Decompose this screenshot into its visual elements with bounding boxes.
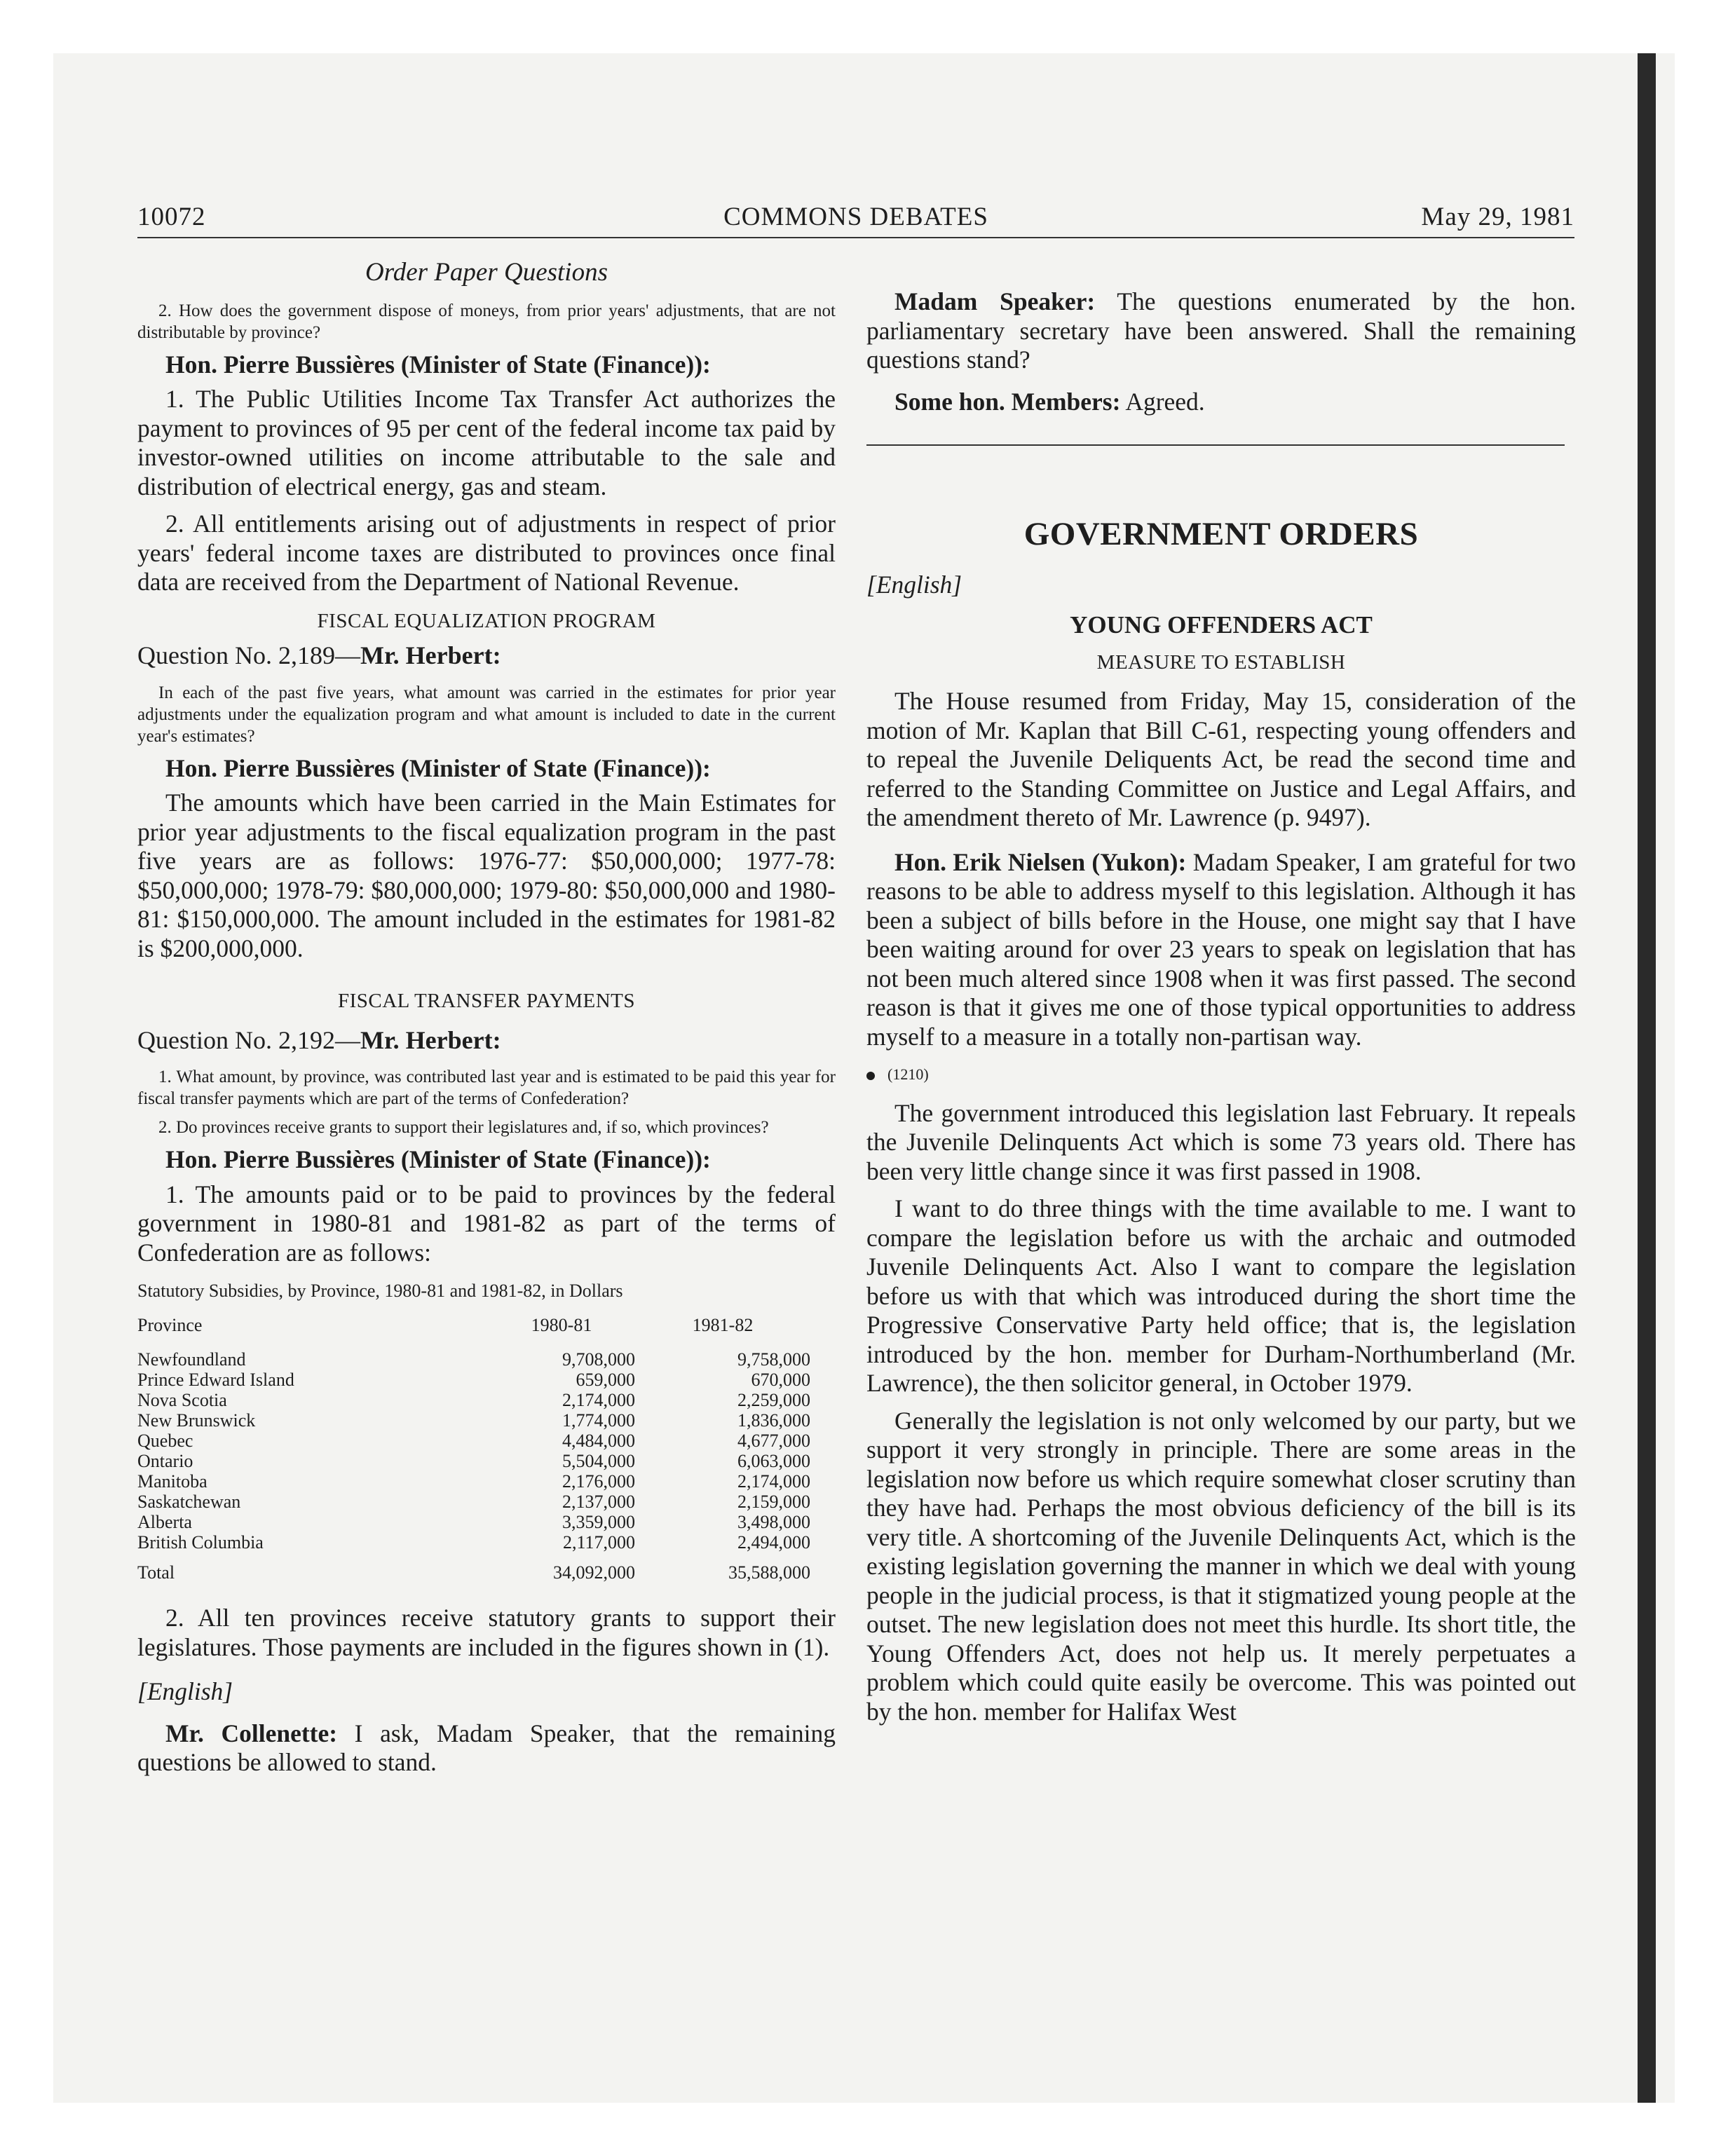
province-cell: Prince Edward Island: [137, 1370, 294, 1390]
table-row: [137, 1349, 810, 1370]
province-cell: Manitoba: [137, 1471, 207, 1492]
column-header: 1980-81: [531, 1315, 592, 1335]
question-member: Mr. Herbert:: [360, 641, 501, 669]
total-label: Total: [137, 1562, 175, 1583]
province-cell: Newfoundland: [137, 1349, 246, 1370]
answer-paragraph: 2. All entitlements arising out of adjustments in respect of prior years' federal income taxes are distributed to provinces once final data are received from the Department of National Revenue.: [137, 510, 836, 596]
right-column: [866, 254, 1576, 1735]
province-cell: Quebec: [137, 1431, 193, 1451]
table-header-row: [137, 1315, 810, 1349]
total-1980-81: 34,092,000: [553, 1562, 635, 1583]
table-total-row: [137, 1553, 810, 1583]
time-marker: [866, 1060, 1576, 1089]
amount-1980-81-cell: 4,484,000: [562, 1431, 635, 1451]
amount-1981-82-cell: 2,494,000: [737, 1532, 810, 1553]
amount-1981-82-cell: 1,836,000: [737, 1410, 810, 1431]
table-row: [137, 1451, 810, 1471]
government-orders-heading: GOVERNMENT ORDERS: [1023, 516, 1419, 552]
speaker-name: Hon. Erik Nielsen (Yukon):: [894, 847, 1187, 876]
header-rule: [137, 237, 1574, 238]
question-text: 1. What amount, by province, was contributed last year and is estimated to be paid this year for fiscal transfer payments which are part of the terms of Confederation?: [137, 1067, 836, 1108]
amount-1981-82-cell: 670,000: [751, 1370, 810, 1390]
table-row: [137, 1471, 810, 1492]
table-row: [137, 1370, 810, 1390]
table-row: [137, 1390, 810, 1410]
province-cell: Alberta: [137, 1512, 192, 1532]
act-subtitle: MEASURE TO ESTABLISH: [1096, 650, 1346, 674]
province-cell: Saskatchewan: [137, 1492, 241, 1512]
question-text: 2. How does the government dispose of moneys, from prior years' adjustments, that are not distributable by province?: [137, 301, 836, 342]
speech-paragraph: Generally the legislation is not only welcomed by our party, but we support it very strongly in principle. There are some areas in the legislation now before us which require somewhat closer scrutiny than they have had. Perhaps the most obvious deficiency of the bill is its very title. A shortcoming of the Juvenile Delinquents Act, which is the existing legislation governing the manner in which we deal with young people in the judicial process, is that it stigmatized young people at the outset. The new legislation does not meet this hurdle. Its short title, the Young Offenders Act, does not help us. It merely perpetuates a problem which could quite easily be overcome. This was pointed out by the hon. member for Halifax West: [866, 1406, 1576, 1726]
question-text: In each of the past five years, what amount was carried in the estimates for prior year adjustments under the equalization program and what amount is included to date in the current year's estimates?: [137, 683, 836, 746]
amount-1980-81-cell: 2,176,000: [562, 1471, 635, 1492]
speech-text: I ask, Madam Speaker, that the remaining questions be allowed to stand.: [137, 1719, 836, 1776]
question-label: Question No. 2,189—: [137, 641, 360, 669]
speech-text: Madam Speaker, I am grateful for two reasons to be able to address myself to this legislation. Although it has been a subject of bills before in the House, one might say that I have been waiting around for over 23 years to speak on legislation that has not been much altered since 1908 when it was first passed. The second reason is that it gives me one of those typical opportunities to address myself to a measure in a totally non-partisan way.: [866, 847, 1576, 1051]
province-cell: Ontario: [137, 1451, 193, 1471]
speaker-name: Mr. Collenette:: [165, 1719, 338, 1747]
column-header: Province: [137, 1315, 203, 1335]
answer-paragraph: 1. The Public Utilities Income Tax Transfer Act authorizes the payment to provinces of 95 per cent of the federal income tax paid by investor-owned utilities on income attributable to the sale and distribution of electrical energy, gas and steam.: [137, 385, 836, 500]
section-title: Order Paper Questions: [365, 258, 608, 287]
province-cell: British Columbia: [137, 1532, 264, 1553]
amount-1981-82-cell: 6,063,000: [737, 1451, 810, 1471]
publication-title: COMMONS DEBATES: [723, 203, 988, 231]
amount-1981-82-cell: 4,677,000: [737, 1431, 810, 1451]
speech-paragraph: The government introduced this legislation last February. It repeals the Juvenile Delinquents Act which is some 73 years old. There has been very little change since it was first passed in 1908.: [866, 1098, 1576, 1185]
nielsen-paragraph: [866, 848, 1576, 1052]
page-date: May 29, 1981: [1421, 203, 1574, 231]
amount-1981-82-cell: 9,758,000: [737, 1349, 810, 1370]
answer-paragraph: 1. The amounts paid or to be paid to provinces by the federal government in 1980-81 and 1981-82 as part of the terms of Confederation are as follows:: [137, 1180, 836, 1267]
table-caption: Statutory Subsidies, by Province, 1980-81 and 1981-82, in Dollars: [137, 1281, 623, 1301]
time-stamp: (1210): [887, 1065, 929, 1083]
speaker-heading: Hon. Pierre Bussières (Minister of State (Finance)):: [165, 1145, 711, 1173]
speaker-name: Madam Speaker:: [894, 287, 1096, 315]
table-row: [137, 1532, 810, 1553]
page-number: 10072: [137, 203, 206, 231]
bullet-icon: [866, 1072, 875, 1080]
subject-heading: FISCAL EQUALIZATION PROGRAM: [317, 609, 656, 632]
province-cell: Nova Scotia: [137, 1390, 227, 1410]
language-marker: [English]: [137, 1677, 233, 1705]
amount-1981-82-cell: 2,159,000: [737, 1492, 810, 1512]
amount-1980-81-cell: 2,137,000: [562, 1492, 635, 1512]
section-divider: [866, 444, 1565, 446]
subject-heading: FISCAL TRANSFER PAYMENTS: [337, 990, 636, 1012]
amount-1980-81-cell: 9,708,000: [562, 1349, 635, 1370]
answer-paragraph: 2. All ten provinces receive statutory grants to support their legislatures. Those payments are included in the figures shown in (1).: [137, 1604, 836, 1661]
table-row: [137, 1492, 810, 1512]
page-header: [137, 202, 1574, 238]
table-row: [137, 1512, 810, 1532]
left-column: [137, 254, 836, 1786]
question-number: [137, 641, 836, 671]
table-body: [137, 1349, 810, 1553]
amount-1981-82-cell: 2,259,000: [737, 1390, 810, 1410]
scan-edge-bar: [1638, 53, 1656, 2103]
amount-1980-81-cell: 3,359,000: [562, 1512, 635, 1532]
resumed-paragraph: The House resumed from Friday, May 15, consideration of the motion of Mr. Kaplan that Bill C-61, respecting young offenders and to repeal the Juvenile Deliquents Act, be read the second time and referred to the Standing Committee on Justice and Legal Affairs, and the amendment thereto of Mr. Lawrence (p. 9497).: [866, 687, 1576, 831]
subsidies-table: [137, 1315, 810, 1583]
amount-1980-81-cell: 1,774,000: [562, 1410, 635, 1431]
amount-1980-81-cell: 2,174,000: [562, 1390, 635, 1410]
speech-text: Agreed.: [1120, 387, 1205, 416]
answer-paragraph: The amounts which have been carried in the Main Estimates for prior year adjustments to the fiscal equalization program in the past five years are as follows: 1976-77: $50,000,000; 1977-78: $50,000,000; 1978-79: $80,000,000; 1979-80: $50,000,000 and 1980-81: $150,000,000. The amount included in the estimates for 1981-82 is $200,000,000.: [137, 789, 836, 962]
speaker-heading: Hon. Pierre Bussières (Minister of State (Finance)):: [165, 350, 711, 378]
amount-1980-81-cell: 2,117,000: [562, 1532, 635, 1553]
total-1981-82: 35,588,000: [728, 1562, 810, 1583]
question-member: Mr. Herbert:: [360, 1025, 501, 1054]
madam-speaker-paragraph: [866, 287, 1576, 375]
table-row: [137, 1431, 810, 1451]
amount-1980-81-cell: 659,000: [576, 1370, 635, 1390]
question-number: [137, 1026, 836, 1056]
table-row: [137, 1410, 810, 1431]
amount-1981-82-cell: 2,174,000: [737, 1471, 810, 1492]
act-title: YOUNG OFFENDERS ACT: [1070, 611, 1373, 639]
province-cell: New Brunswick: [137, 1410, 256, 1431]
speaker-name: Some hon. Members:: [894, 387, 1121, 416]
collenette-paragraph: [137, 1719, 836, 1778]
members-paragraph: [866, 388, 1576, 417]
column-header: 1981-82: [692, 1315, 754, 1335]
question-text: 2. Do provinces receive grants to support their legislatures and, if so, which provinces?: [158, 1118, 769, 1137]
speech-paragraph: I want to do three things with the time available to me. I want to compare the legislation before us with the archaic and outmoded Juvenile Delinquents Act. Also I want to compare the legislation before us with that which was introduced during the short time the Progressive Conservative Party held office; that is, the legislation introduced by the hon. member for Durham-Northumberland (Mr. Lawrence), the then solicitor general, in October 1979.: [866, 1194, 1576, 1397]
language-marker: [English]: [866, 570, 962, 599]
speaker-heading: Hon. Pierre Bussières (Minister of State (Finance)):: [165, 753, 711, 782]
amount-1980-81-cell: 5,504,000: [562, 1451, 635, 1471]
question-label: Question No. 2,192—: [137, 1025, 360, 1054]
speech-text: The questions enumerated by the hon. parliamentary secretary have been answered. Shall the remaining questions stand?: [866, 287, 1576, 374]
amount-1981-82-cell: 3,498,000: [737, 1512, 810, 1532]
